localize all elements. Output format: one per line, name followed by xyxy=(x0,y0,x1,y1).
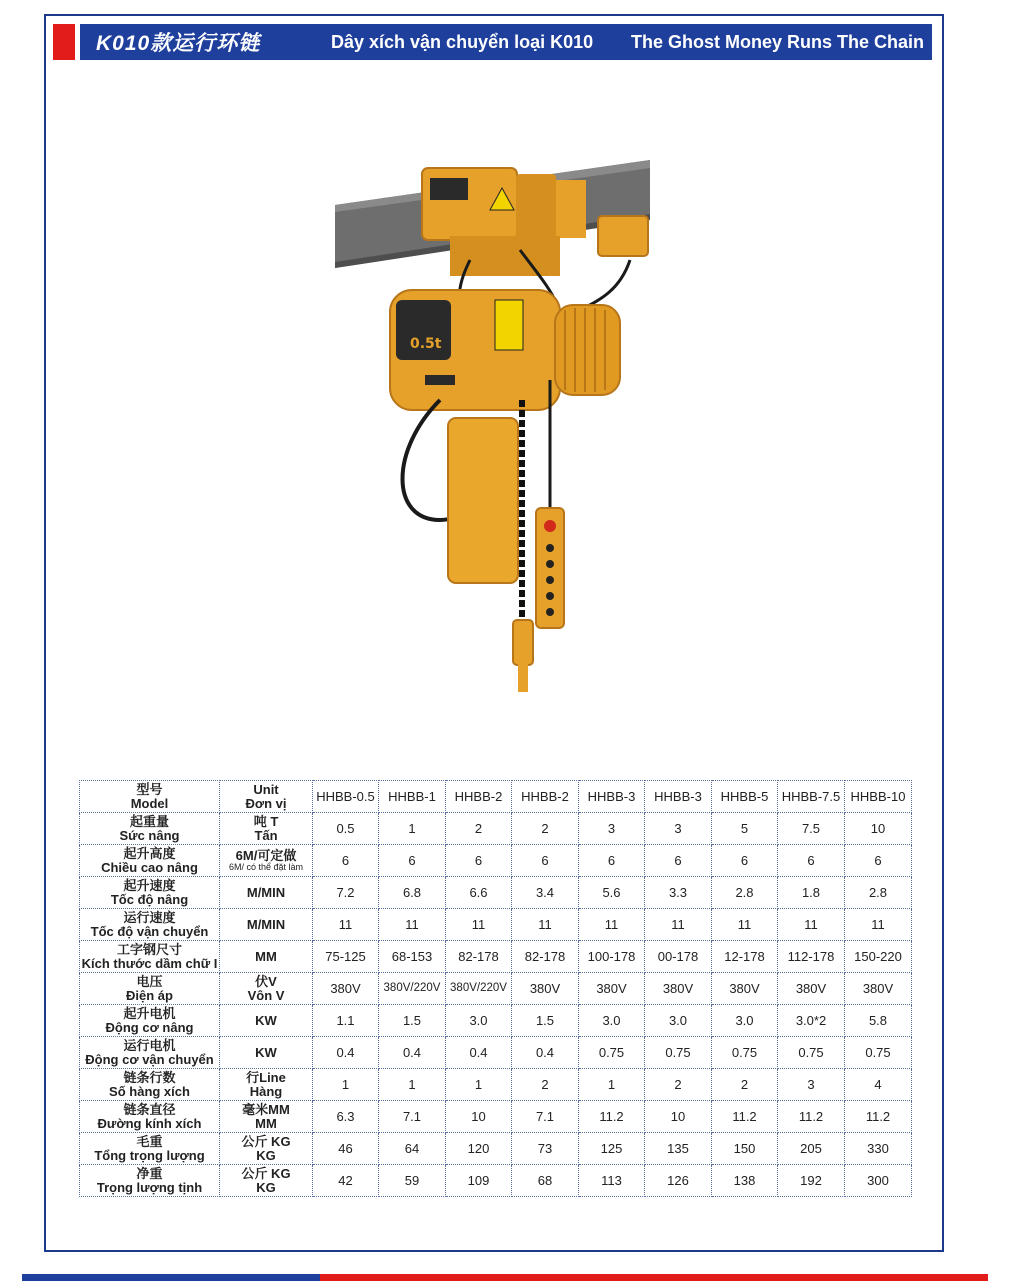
value-cell: 205 xyxy=(778,1133,845,1165)
value-cell: 125 xyxy=(579,1133,645,1165)
label-chinese: 电压 xyxy=(136,973,163,989)
value-cell: 68 xyxy=(512,1165,579,1197)
unit-secondary: KG xyxy=(256,1179,276,1195)
label-chinese: 运行速度 xyxy=(123,909,176,925)
unit-secondary: Tấn xyxy=(254,827,278,843)
unit-cell xyxy=(220,1005,313,1037)
value-cell: 46 xyxy=(313,1133,379,1165)
value-cell: 10 xyxy=(645,1101,712,1133)
value-cell: 380V xyxy=(845,973,912,1005)
value-cell: 4 xyxy=(845,1069,912,1101)
unit-cell xyxy=(220,909,313,941)
value-cell: 380V/220V xyxy=(379,973,446,1005)
title-vietnamese: Dây xích vận chuyển loại K010 xyxy=(331,31,594,52)
unit-primary: MM xyxy=(255,948,277,964)
value-cell: 59 xyxy=(379,1165,446,1197)
table-row xyxy=(80,877,912,909)
value-cell: 7.2 xyxy=(313,877,379,909)
value-cell: 11 xyxy=(313,909,379,941)
label-chinese: 链条行数 xyxy=(123,1069,176,1085)
value-cell: 380V xyxy=(778,973,845,1005)
red-accent-tab xyxy=(53,24,75,60)
value-cell: 1 xyxy=(313,1069,379,1101)
value-cell: 12-178 xyxy=(712,941,778,973)
label-vietnamese: Động cơ vận chuyển xyxy=(85,1051,214,1067)
hook xyxy=(513,620,533,665)
label-chinese: 净重 xyxy=(136,1165,163,1181)
value-cell: 11 xyxy=(712,909,778,941)
specification-table xyxy=(79,780,912,1197)
value-cell: 2 xyxy=(512,813,579,845)
value-cell: 10 xyxy=(845,813,912,845)
value-cell: 380V xyxy=(712,973,778,1005)
unit-secondary: MM xyxy=(255,1115,277,1131)
unit-primary: 6M/可定做 xyxy=(235,847,297,863)
table-row xyxy=(80,1165,912,1197)
value-cell: 11.2 xyxy=(712,1101,778,1133)
value-cell: 6 xyxy=(379,845,446,877)
value-cell: 1.5 xyxy=(379,1005,446,1037)
value-cell: 0.4 xyxy=(512,1037,579,1069)
unit-primary: 行Line xyxy=(246,1069,286,1085)
parameter-label-cell xyxy=(80,1165,220,1197)
label-vietnamese: Sức nâng xyxy=(119,827,180,843)
label-chinese: 起升高度 xyxy=(123,845,176,861)
value-cell: 73 xyxy=(512,1133,579,1165)
value-cell: 2 xyxy=(512,1069,579,1101)
value-cell: 380V xyxy=(579,973,645,1005)
value-cell: 0.75 xyxy=(778,1037,845,1069)
label-chinese: 起升电机 xyxy=(123,1005,176,1021)
value-cell: 11.2 xyxy=(778,1101,845,1133)
label-chinese: 毛重 xyxy=(136,1133,163,1149)
label-vietnamese: Động cơ nâng xyxy=(105,1019,194,1035)
unit-secondary: Hàng xyxy=(249,1083,283,1099)
electric-chain-hoist-image xyxy=(330,150,660,710)
value-cell: 1.5 xyxy=(512,1005,579,1037)
value-cell: 0.4 xyxy=(446,1037,512,1069)
value-cell: 7.1 xyxy=(379,1101,446,1133)
label-chinese: 起升速度 xyxy=(123,877,176,893)
chain-bag xyxy=(448,418,518,583)
unit-primary: KW xyxy=(255,1012,277,1028)
parameter-label-cell xyxy=(80,909,220,941)
value-cell: 64 xyxy=(379,1133,446,1165)
unit-header-cell xyxy=(220,781,313,813)
unit-primary: M/MIN xyxy=(246,916,286,932)
value-cell: 330 xyxy=(845,1133,912,1165)
value-cell: 11 xyxy=(512,909,579,941)
label-vietnamese: Đường kính xích xyxy=(97,1115,202,1131)
value-cell: 380V xyxy=(313,973,379,1005)
label-vietnamese: Chiều cao nâng xyxy=(101,859,198,875)
value-cell: 150-220 xyxy=(845,941,912,973)
value-cell: 112-178 xyxy=(778,941,845,973)
value-cell: 11.2 xyxy=(579,1101,645,1133)
title-chinese: K010款运行环链 xyxy=(96,32,261,55)
unit-primary: M/MIN xyxy=(246,884,286,900)
value-cell: 5 xyxy=(712,813,778,845)
value-cell: 3 xyxy=(778,1069,845,1101)
value-cell: 100-178 xyxy=(579,941,645,973)
value-cell: 3.3 xyxy=(645,877,712,909)
value-cell: 42 xyxy=(313,1165,379,1197)
value-cell: 11 xyxy=(446,909,512,941)
value-cell: 126 xyxy=(645,1165,712,1197)
value-cell: 3.0*2 xyxy=(778,1005,845,1037)
unit-primary: 公斤 KG xyxy=(241,1165,291,1181)
unit-cell xyxy=(220,877,313,909)
table-row xyxy=(80,813,912,845)
value-cell: 380V xyxy=(512,973,579,1005)
capacity-label: 0.5t xyxy=(410,336,442,352)
value-cell: 3.0 xyxy=(645,1005,712,1037)
model-name-cell: HHBB-3 xyxy=(579,781,645,813)
value-cell: 75-125 xyxy=(313,941,379,973)
value-cell: 3 xyxy=(645,813,712,845)
unit-cell xyxy=(220,1069,313,1101)
value-cell: 6 xyxy=(446,845,512,877)
value-cell: 6.6 xyxy=(446,877,512,909)
model-name-cell: HHBB-5 xyxy=(712,781,778,813)
value-cell: 6 xyxy=(313,845,379,877)
value-cell: 120 xyxy=(446,1133,512,1165)
value-cell: 380V xyxy=(645,973,712,1005)
model-name-cell: HHBB-2 xyxy=(512,781,579,813)
value-cell: 2 xyxy=(645,1069,712,1101)
label-vietnamese: Điện áp xyxy=(126,987,173,1003)
value-cell: 150 xyxy=(712,1133,778,1165)
value-cell: 2 xyxy=(446,813,512,845)
header-bar xyxy=(80,24,932,60)
value-cell: 1 xyxy=(579,1069,645,1101)
unit-cell xyxy=(220,845,313,877)
unit-secondary: KG xyxy=(256,1147,276,1163)
label-vietnamese: Tốc độ vận chuyển xyxy=(90,923,209,939)
value-cell: 6 xyxy=(778,845,845,877)
unit-secondary: Vôn V xyxy=(247,987,285,1003)
value-cell: 3.4 xyxy=(512,877,579,909)
table-row xyxy=(80,1133,912,1165)
value-cell: 1.8 xyxy=(778,877,845,909)
table-row xyxy=(80,1101,912,1133)
value-cell: 11 xyxy=(845,909,912,941)
value-cell: 138 xyxy=(712,1165,778,1197)
unit-primary: 吨 T xyxy=(253,813,279,829)
value-cell: 6.8 xyxy=(379,877,446,909)
label-vietnamese: Trọng lượng tịnh xyxy=(96,1179,203,1195)
parameter-label-cell xyxy=(80,1069,220,1101)
parameter-label-cell xyxy=(80,1101,220,1133)
value-cell: 82-178 xyxy=(446,941,512,973)
parameter-label-cell xyxy=(80,1005,220,1037)
value-cell: 3 xyxy=(579,813,645,845)
value-cell: 6 xyxy=(712,845,778,877)
value-cell: 11 xyxy=(379,909,446,941)
value-cell: 11 xyxy=(778,909,845,941)
table-row xyxy=(80,1037,912,1069)
value-cell: 10 xyxy=(446,1101,512,1133)
model-name-cell: HHBB-1 xyxy=(379,781,446,813)
value-cell: 5.6 xyxy=(579,877,645,909)
unit-primary: 毫米MM xyxy=(242,1101,290,1117)
value-cell: 82-178 xyxy=(512,941,579,973)
value-cell: 1 xyxy=(379,813,446,845)
bottom-color-bar xyxy=(22,1274,988,1281)
value-cell: 0.75 xyxy=(712,1037,778,1069)
unit-cell xyxy=(220,941,313,973)
value-cell: 5.8 xyxy=(845,1005,912,1037)
unit-secondary: 6M/ có thể đặt làm xyxy=(228,861,304,872)
value-cell: 0.4 xyxy=(313,1037,379,1069)
table-row xyxy=(80,845,912,877)
unit-cell xyxy=(220,1101,313,1133)
label-chinese: 链条直径 xyxy=(123,1101,176,1117)
label-chinese: 运行电机 xyxy=(123,1037,176,1053)
title-english: The Ghost Money Runs The Chain xyxy=(631,31,925,52)
value-cell: 300 xyxy=(845,1165,912,1197)
unit-cell xyxy=(220,1037,313,1069)
value-cell: 1 xyxy=(379,1069,446,1101)
model-name-cell: HHBB-10 xyxy=(845,781,912,813)
value-cell: 6 xyxy=(579,845,645,877)
model-name-cell: HHBB-7.5 xyxy=(778,781,845,813)
model-label-cell xyxy=(80,781,220,813)
value-cell: 3.0 xyxy=(712,1005,778,1037)
value-cell: 1 xyxy=(446,1069,512,1101)
value-cell: 6 xyxy=(845,845,912,877)
model-name-cell: HHBB-3 xyxy=(645,781,712,813)
value-cell: 380V/220V xyxy=(446,973,512,1005)
value-cell: 7.5 xyxy=(778,813,845,845)
label-chinese: 型号 xyxy=(136,781,163,797)
value-cell: 3.0 xyxy=(446,1005,512,1037)
parameter-label-cell xyxy=(80,1133,220,1165)
value-cell: 135 xyxy=(645,1133,712,1165)
label-vietnamese: Model xyxy=(130,795,169,811)
label-vietnamese: Kích thước dầm chữ I xyxy=(81,955,218,971)
value-cell: 109 xyxy=(446,1165,512,1197)
value-cell: 00-178 xyxy=(645,941,712,973)
parameter-label-cell xyxy=(80,941,220,973)
value-cell: 6.3 xyxy=(313,1101,379,1133)
value-cell: 68-153 xyxy=(379,941,446,973)
value-cell: 2.8 xyxy=(712,877,778,909)
value-cell: 11.2 xyxy=(845,1101,912,1133)
label-chinese: 工字钢尺寸 xyxy=(116,941,182,957)
value-cell: 7.1 xyxy=(512,1101,579,1133)
label-vietnamese: Số hàng xích xyxy=(109,1083,190,1099)
model-name-cell: HHBB-2 xyxy=(446,781,512,813)
table-row xyxy=(80,909,912,941)
unit-primary: Unit xyxy=(253,781,279,797)
label-vietnamese: Tổng trọng lượng xyxy=(94,1147,205,1163)
value-cell: 6 xyxy=(645,845,712,877)
value-cell: 6 xyxy=(512,845,579,877)
parameter-label-cell xyxy=(80,845,220,877)
value-cell: 113 xyxy=(579,1165,645,1197)
value-cell: 11 xyxy=(579,909,645,941)
parameter-label-cell xyxy=(80,1037,220,1069)
value-cell: 3.0 xyxy=(579,1005,645,1037)
value-cell: 2.8 xyxy=(845,877,912,909)
label-vietnamese: Tốc độ nâng xyxy=(110,891,189,907)
unit-primary: 伏V xyxy=(255,973,277,989)
unit-cell xyxy=(220,1133,313,1165)
value-cell: 0.75 xyxy=(645,1037,712,1069)
unit-cell xyxy=(220,1165,313,1197)
table-row xyxy=(80,1005,912,1037)
value-cell: 192 xyxy=(778,1165,845,1197)
unit-primary: KW xyxy=(255,1044,277,1060)
unit-cell xyxy=(220,973,313,1005)
unit-primary: 公斤 KG xyxy=(241,1133,291,1149)
model-name-cell: HHBB-0.5 xyxy=(313,781,379,813)
label-chinese: 起重量 xyxy=(129,813,169,829)
value-cell: 1.1 xyxy=(313,1005,379,1037)
value-cell: 0.4 xyxy=(379,1037,446,1069)
parameter-label-cell xyxy=(80,813,220,845)
parameter-label-cell xyxy=(80,877,220,909)
unit-secondary: Đơn vị xyxy=(245,795,287,811)
table-header-row xyxy=(80,781,912,813)
parameter-label-cell xyxy=(80,973,220,1005)
value-cell: 0.75 xyxy=(579,1037,645,1069)
table-row xyxy=(80,1069,912,1101)
value-cell: 11 xyxy=(645,909,712,941)
unit-cell xyxy=(220,813,313,845)
value-cell: 0.75 xyxy=(845,1037,912,1069)
value-cell: 2 xyxy=(712,1069,778,1101)
table-row xyxy=(80,973,912,1005)
table-row xyxy=(80,941,912,973)
value-cell: 0.5 xyxy=(313,813,379,845)
